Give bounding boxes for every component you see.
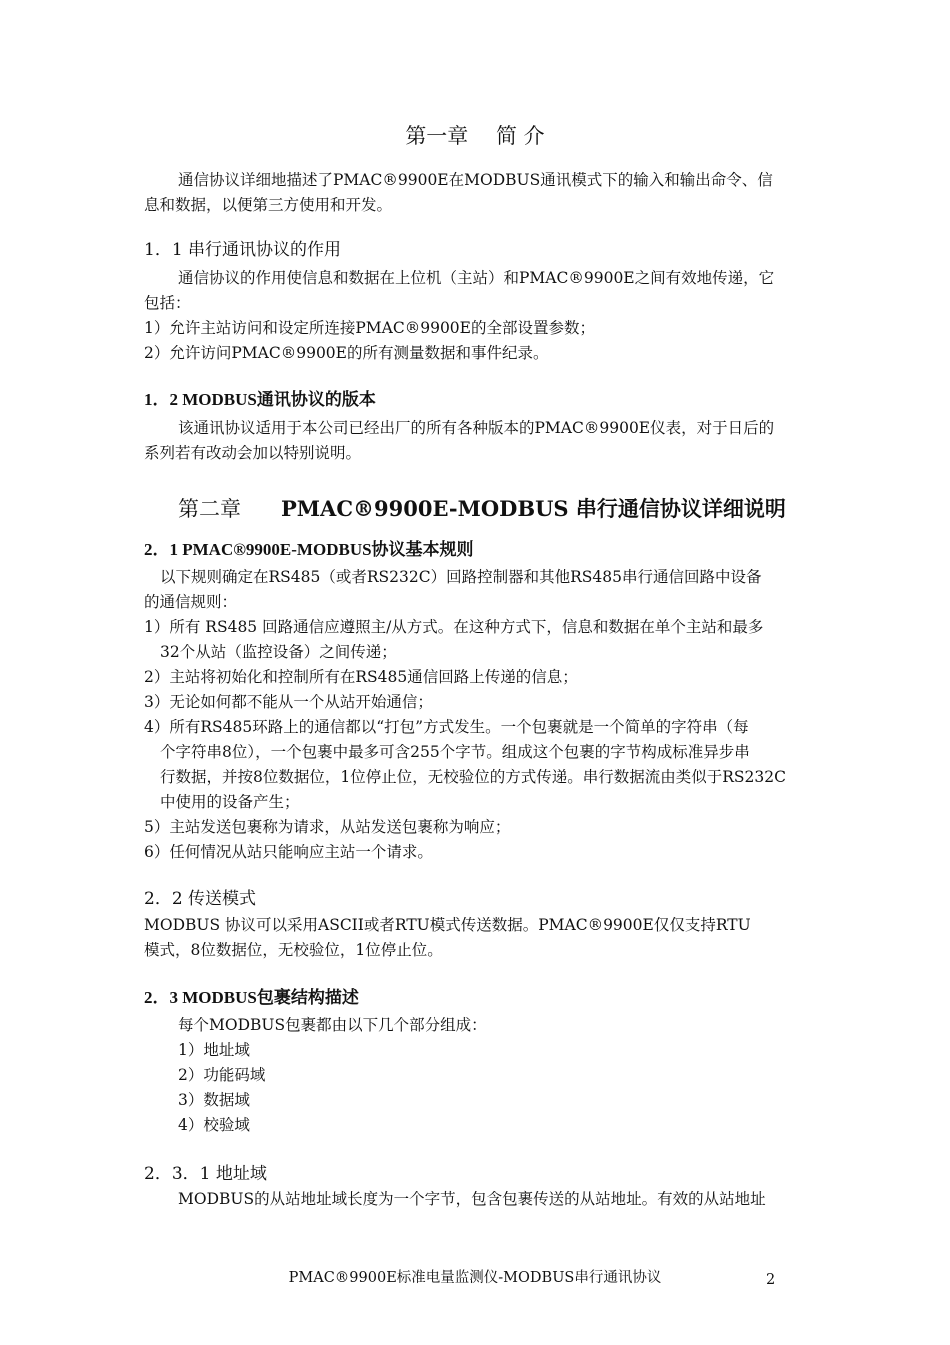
rule-item-2: 2）主站将初始化和控制所有在RS485通信回路上传递的信息；: [144, 668, 578, 686]
section-2-1-heading: [144, 539, 474, 561]
packet-part-1: 1）地址域: [178, 1041, 250, 1059]
rule-item-3: 3）无论如何都不能从一个从站开始通信；: [144, 693, 433, 711]
section-2-3-heading-text: 2．3 MODBUS包裹结构描述: [144, 988, 359, 1007]
section-2-2-body-1: MODBUS 协议可以采用ASCII或者RTU模式传送数据。PMAC®9900E仅仅支持RTU: [144, 916, 751, 934]
rule-item-5: 5）主站发送包裹称为请求，从站发送包裹称为响应；: [144, 818, 511, 836]
rule-item-1: 1）所有 RS485 回路通信应遵照主/从方式。在这种方式下，信息和数据在单个主站和最多: [144, 618, 764, 636]
section-2-3-heading: [144, 987, 359, 1009]
section-2-3-1-heading: 2．3．1 地址域: [144, 1164, 267, 1184]
packet-part-3: 3）数据域: [178, 1091, 250, 1109]
section-1-1-item-2: 2）允许访问PMAC®9900E的所有测量数据和事件纪录。: [144, 344, 549, 362]
chapter1-title: 第一章 简 介: [405, 124, 545, 148]
page-number: 2: [766, 1272, 776, 1288]
section-1-1-heading: 1．1 串行通讯协议的作用: [144, 240, 342, 260]
section-1-2-body-1: 该通讯协议适用于本公司已经出厂的所有各种版本的PMAC®9900E仪表，对于日后的: [178, 419, 775, 437]
chapter2-title-text: PMAC®9900E-MODBUS 串行通信协议详细说明: [281, 496, 786, 521]
section-1-2-body-2: 系列若有改动会加以特别说明。: [144, 444, 362, 462]
chapter2-title: [178, 495, 786, 523]
section-2-3-body: 每个MODBUS包裹都由以下几个部分组成：: [178, 1016, 487, 1034]
rule-item-4-cont-1: 个字符串8位），一个包裹中最多可含255个字节。组成这个包裹的字节构成标准异步串: [160, 743, 750, 761]
section-1-2-heading-text: 1．2 MODBUS通讯协议的版本: [144, 390, 376, 409]
section-1-1-item-1: 1）允许主站访问和设定所连接PMAC®9900E的全部设置参数；: [144, 319, 595, 337]
section-1-2-heading: [144, 389, 376, 411]
packet-part-2: 2）功能码域: [178, 1066, 266, 1084]
chapter2-title-number: 第二章: [178, 497, 241, 521]
rule-item-4-cont-3: 中使用的设备产生；: [160, 793, 300, 811]
intro-line-2: 息和数据，以便第三方使用和开发。: [144, 196, 393, 214]
section-2-1-heading-text: 2．1 PMAC®9900E-MODBUS协议基本规则: [144, 540, 474, 559]
section-1-1-body-1: 通信协议的作用使信息和数据在上位机（主站）和PMAC®9900E之间有效地传递，它: [178, 269, 775, 287]
section-2-3-1-body: MODBUS的从站地址域长度为一个字节，包含包裹传送的从站地址。有效的从站地址: [178, 1190, 766, 1208]
section-2-1-body-1: 以下规则确定在RS485（或者RS232C）回路控制器和其他RS485串行通信回路中设备: [160, 568, 762, 586]
rule-item-4: 4）所有RS485环路上的通信都以“打包”方式发生。一个包裹就是一个简单的字符串（每: [144, 718, 749, 736]
page-footer: PMAC®9900E标准电量监测仪-MODBUS串行通讯协议: [288, 1270, 662, 1286]
section-1-1-body-2: 包括：: [144, 294, 191, 312]
rule-item-1-cont: 32个从站（监控设备）之间传递；: [160, 643, 397, 661]
section-2-2-body-2: 模式，8位数据位，无校验位，1位停止位。: [144, 941, 443, 959]
section-2-1-body-2: 的通信规则：: [144, 593, 238, 611]
packet-part-4: 4）校验域: [178, 1116, 250, 1134]
rule-item-6: 6）任何情况从站只能响应主站一个请求。: [144, 843, 433, 861]
intro-line-1: 通信协议详细地描述了PMAC®9900E在MODBUS通讯模式下的输入和输出命令、信: [178, 171, 773, 189]
section-2-2-heading: 2．2 传送模式: [144, 889, 257, 909]
rule-item-4-cont-2: 行数据，并按8位数据位，1位停止位，无校验位的方式传递。串行数据流由类似于RS232C: [160, 768, 786, 786]
